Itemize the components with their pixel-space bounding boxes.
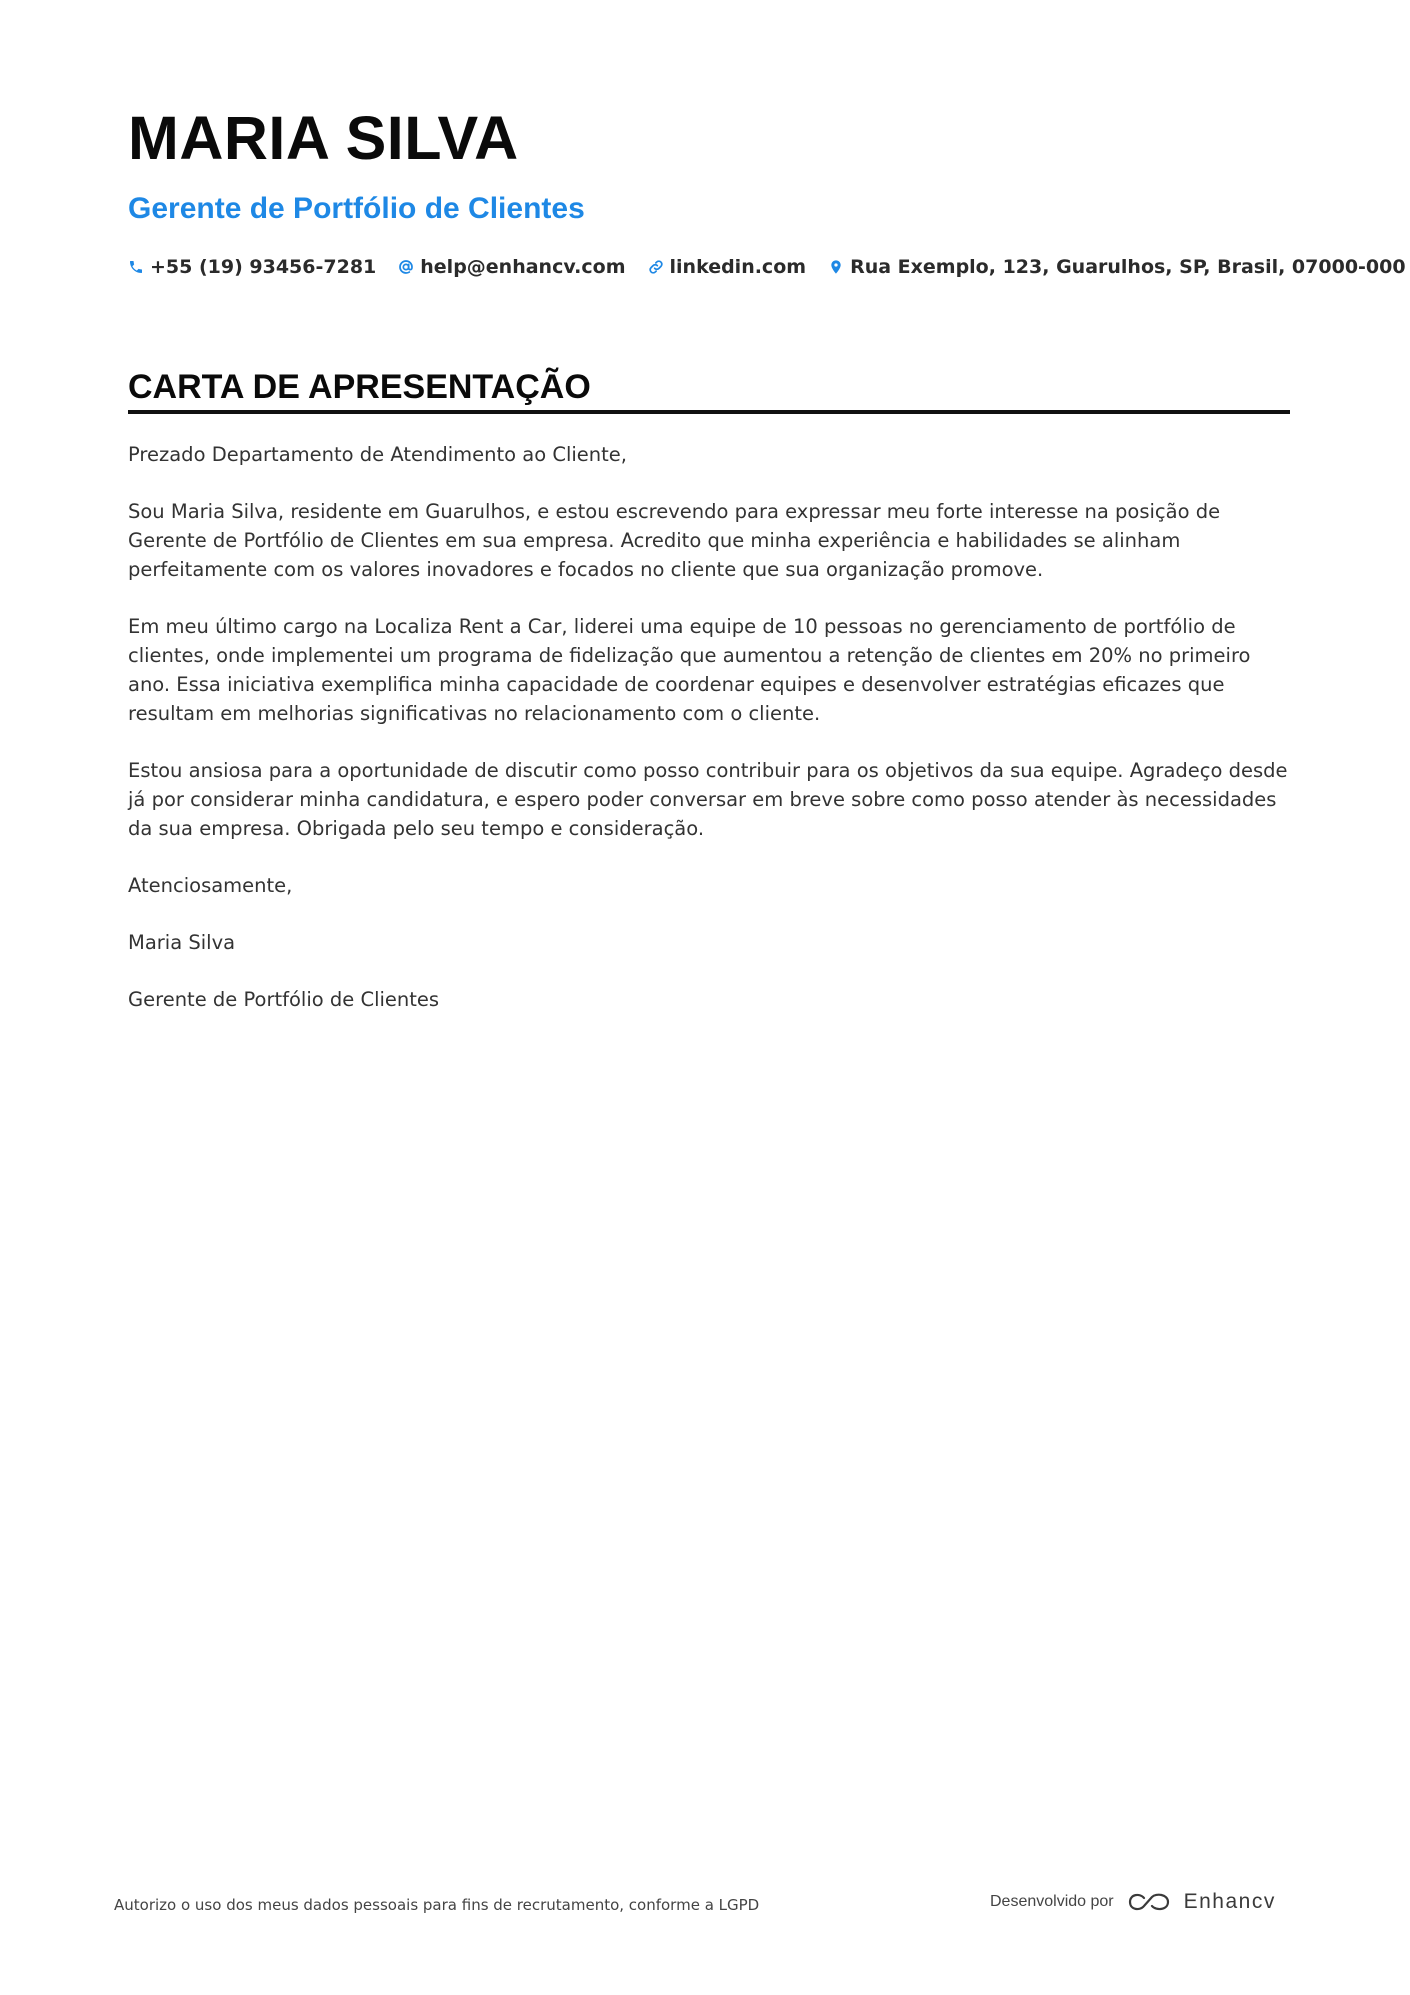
- powered-by-label: Desenvolvido por: [990, 1893, 1114, 1910]
- location-pin-icon: [828, 259, 844, 275]
- letter-closing: Atenciosamente,: [128, 874, 293, 897]
- contact-email-text: help@enhancv.com: [420, 256, 626, 278]
- section-divider: [128, 410, 1290, 414]
- letter-paragraph: Estou ansiosa para a oportunidade de discutir como posso contribuir para os objetivos da sua equipe. Agradeço desde já por considerar minha candidatura, e espero poder conversar em breve sobre como posso atender às necessidades da sua empresa. Obrigada pelo seu tempo e consideração.: [128, 759, 1288, 840]
- candidate-name: MARIA SILVA: [128, 104, 519, 172]
- contact-phone[interactable]: [128, 256, 376, 278]
- contact-linkedin-text: linkedin.com: [669, 256, 807, 278]
- contact-address: [828, 256, 1406, 278]
- signature-name: Maria Silva: [128, 931, 236, 954]
- contact-linkedin[interactable]: [648, 256, 807, 278]
- letter-paragraph: Em meu último cargo na Localiza Rent a Car, liderei uma equipe de 10 pessoas no gerenciamento de portfólio de clientes, onde implementei um programa de fidelização que aumentou a retenção de clientes em 20% no primeiro ano. Essa iniciativa exemplifica minha capacidade de coordenar equipes e desenvolver estratégias eficazes que resultam em melhorias significativas no relacionamento com o cliente.: [128, 615, 1251, 725]
- letter-paragraph: Sou Maria Silva, residente em Guarulhos, e estou escrevendo para expressar meu forte interesse na posição de Gerente de Portfólio de Clientes em sua empresa. Acredito que minha experiência e habilidades se alinham perfeitamente com os valores inovadores e focados no cliente que sua organização promove.: [128, 500, 1221, 581]
- phone-icon: [128, 259, 144, 275]
- enhancv-logo-icon: [1126, 1890, 1172, 1914]
- footer-consent: Autorizo o uso dos meus dados pessoais para fins de recrutamento, conforme a LGPD: [114, 1896, 760, 1914]
- brand-name: Enhancv: [1183, 1890, 1276, 1913]
- letter-body: [128, 440, 1290, 1042]
- letter-greeting: Prezado Departamento de Atendimento ao Cliente,: [128, 443, 627, 466]
- candidate-job-title: Gerente de Portfólio de Clientes: [128, 192, 585, 225]
- link-icon: [648, 259, 664, 275]
- contact-phone-text: +55 (19) 93456-7281: [150, 256, 377, 278]
- section-title: CARTA DE APRESENTAÇÃO: [128, 368, 591, 406]
- contact-email[interactable]: [398, 256, 625, 278]
- contact-bar: [128, 256, 1406, 278]
- contact-address-text: Rua Exemplo, 123, Guarulhos, SP, Brasil, 07000-000: [850, 256, 1406, 278]
- footer-brand[interactable]: [990, 1890, 1276, 1914]
- signature-title: Gerente de Portfólio de Clientes: [128, 988, 440, 1011]
- at-icon: [398, 259, 414, 275]
